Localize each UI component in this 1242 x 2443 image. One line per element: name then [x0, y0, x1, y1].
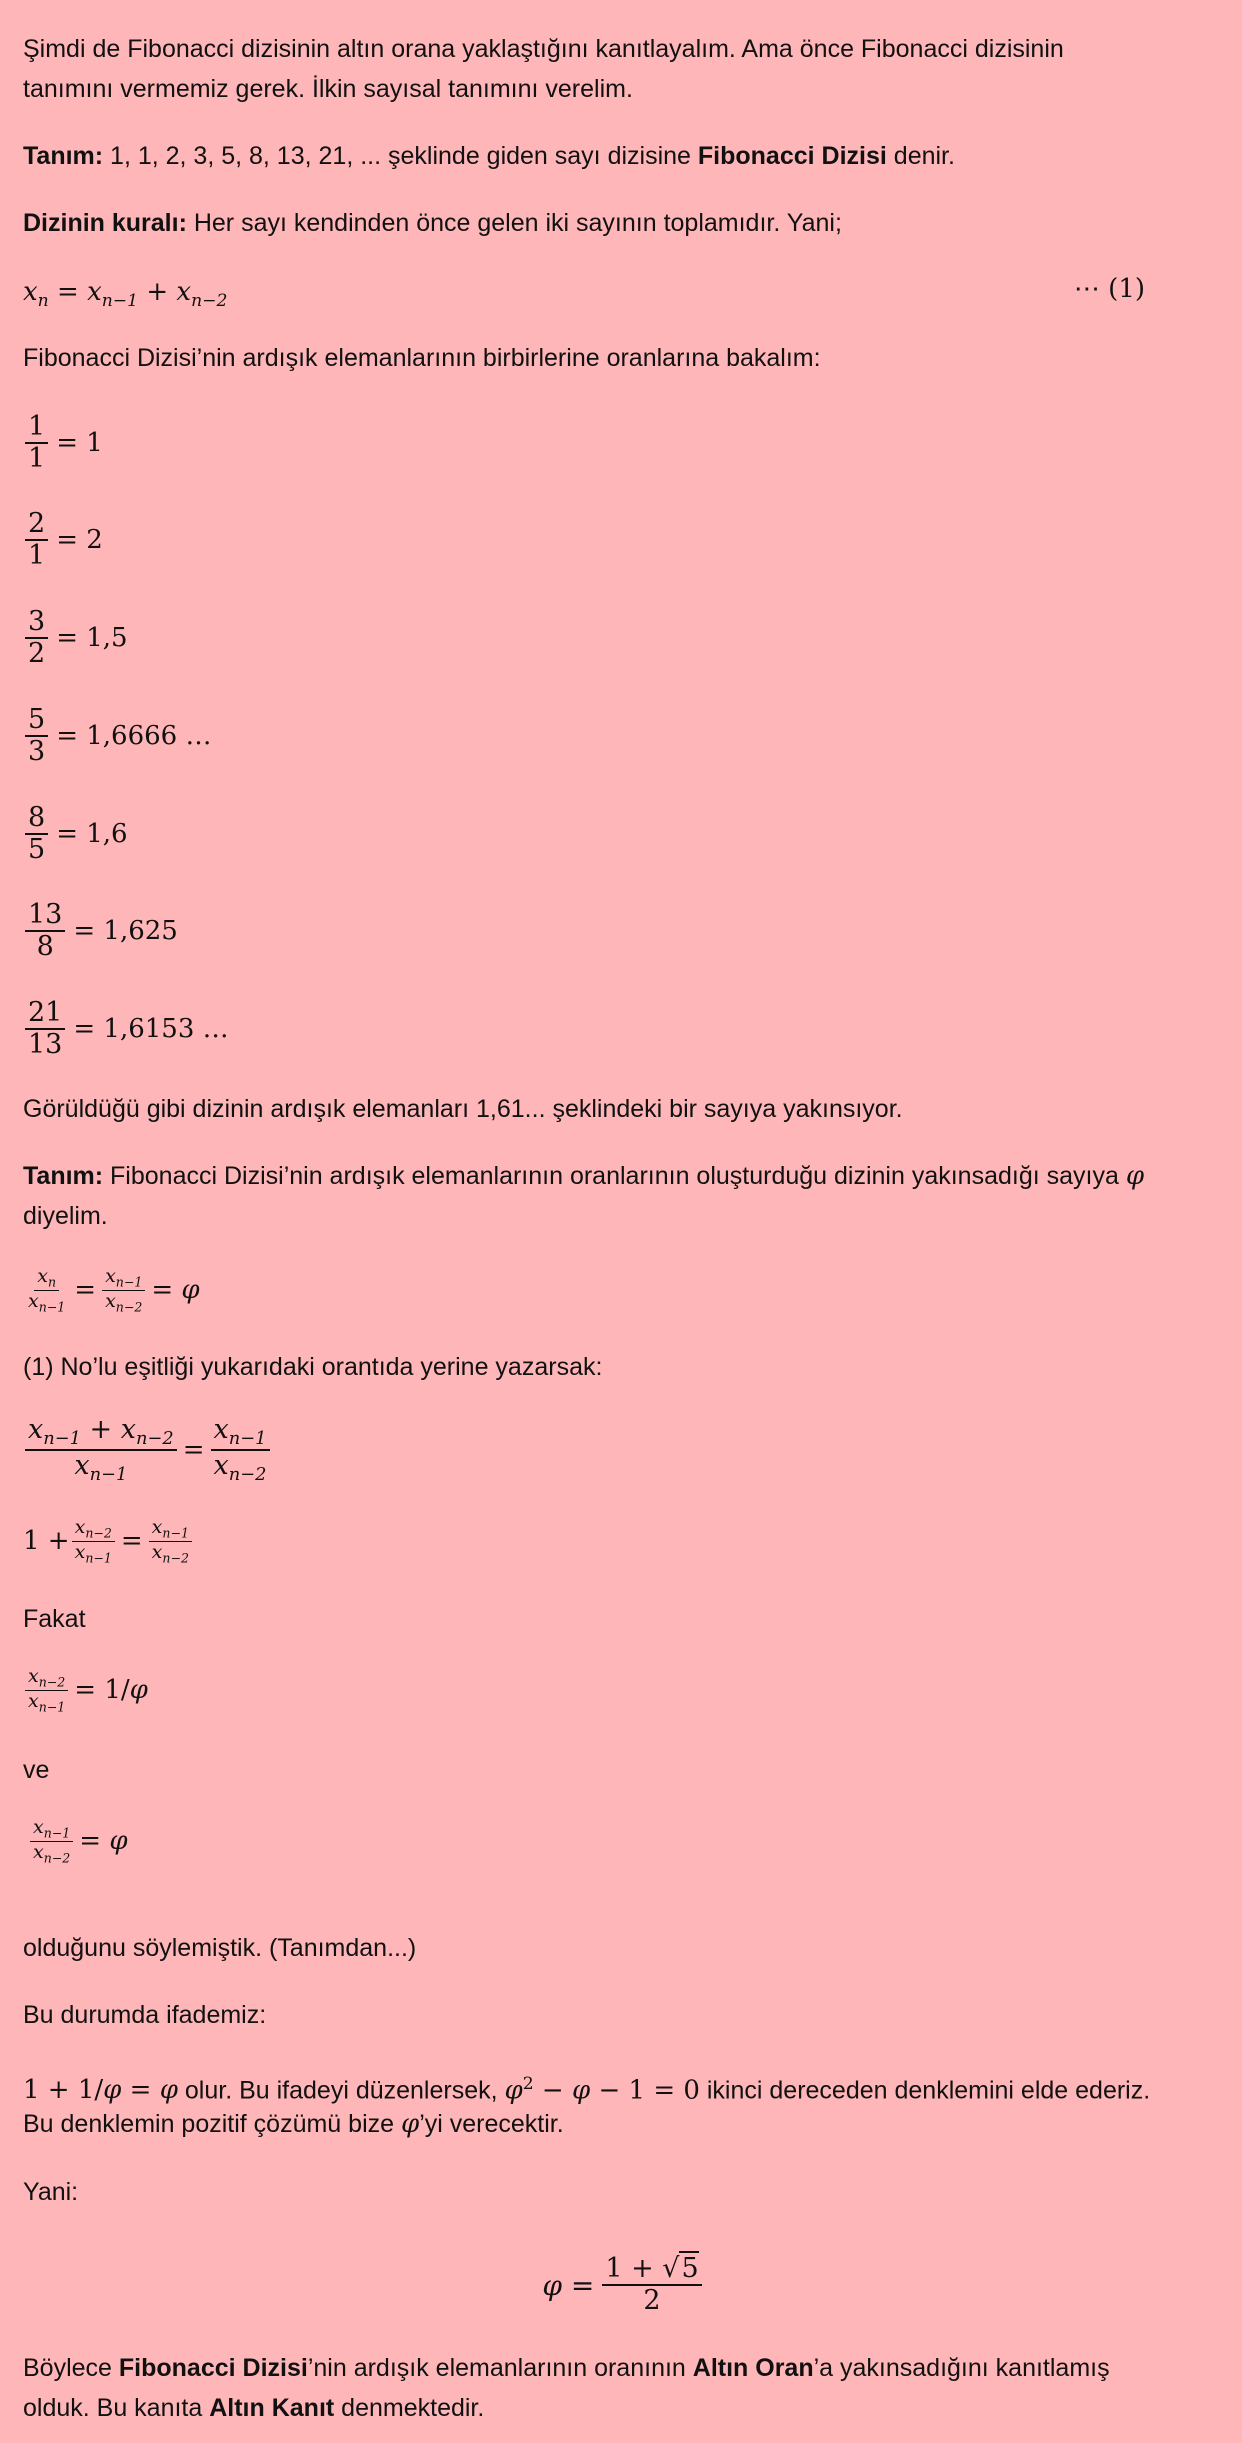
- final-equation-line: 1 + 1/φ = φ olur. Bu ifadeyi düzenlersek, $\varphi^2 - \varphi - 1 = 0$ ikinci dereceden denklemini elde ederiz.: [23, 2074, 1151, 2106]
- fakat-text: Fakat: [23, 1605, 86, 1633]
- ratio-row: [23, 505, 103, 575]
- ratio-row: [23, 603, 128, 673]
- ratio-value: = 2: [56, 525, 103, 555]
- conclusion-line-2: [23, 2388, 1223, 2429]
- convergence-note: Görüldüğü gibi dizinin ardışık elemanları 1,61... şeklindeki bir sayıya yakınsıyor.: [23, 1095, 903, 1123]
- ratio-row: [23, 701, 211, 771]
- final-equation-line-2: Bu denklemin pozitif çözümü bize φ’yi verecektir.: [23, 2109, 564, 2139]
- definition-fibonacci: [23, 136, 1223, 177]
- conclusion-text: Böylece: [23, 2354, 119, 2382]
- final-line2-b: ’yi verecektir.: [419, 2110, 564, 2138]
- ratio-denominator: 13: [28, 1029, 63, 1060]
- ratio-numerator: 5: [25, 705, 48, 737]
- definition-term: Fibonacci Dizisi: [697, 142, 887, 170]
- said-text: olduğunu söylemiştik. (Tanımdan...): [23, 1934, 417, 1962]
- equation-ratio-phi: $\frac{x_n}{x_{n-1}}$ = $\frac{x_{n-1}}{x_{n-2}}$ = φ: [28, 1265, 200, 1314]
- intro-line-2: tanımını vermemiz gerek. İlkin sayısal tanımını verelim.: [23, 75, 633, 103]
- ratio-denominator: 1: [28, 443, 46, 474]
- ratio-denominator: 1: [28, 540, 46, 571]
- ratio-numerator: 13: [25, 900, 65, 932]
- equation-inverse-phi: $\frac{x_{n-2}}{x_{n-1}}$ = 1/φ: [23, 1655, 148, 1725]
- equation-tag: ⋯ (1): [1073, 274, 1145, 304]
- definition-end: denir.: [886, 142, 955, 170]
- conclusion-text: denmektedir.: [334, 2394, 485, 2422]
- ratio-numerator: 8: [25, 803, 48, 835]
- definition-label: Tanım:: [23, 142, 104, 170]
- conclusion-line-1: [23, 2348, 1223, 2389]
- definition-label: Tanım:: [23, 1162, 104, 1190]
- ratio-row: [23, 408, 103, 478]
- sequence-rule: [23, 203, 1223, 244]
- final-line2-a: Bu denklemin pozitif çözümü bize: [23, 2110, 401, 2138]
- ratio-value: = 1: [56, 428, 103, 458]
- final-text-2: ikinci dereceden denklemini elde ederiz.: [699, 2076, 1151, 2105]
- ratio-row: [23, 896, 178, 966]
- ratio-denominator: 2: [28, 638, 46, 669]
- ratio-value: = 1,5: [56, 623, 128, 653]
- conclusion-text: ’a yakınsadığını kanıtlamış: [813, 2354, 1110, 2382]
- conclusion-text: ’nin ardışık elemanlarının oranının: [307, 2354, 693, 2382]
- phi-symbol: φ: [1125, 1161, 1145, 1191]
- ratio-value: = 1,6666 …: [56, 721, 212, 751]
- ratio-denominator: 3: [28, 736, 46, 767]
- ratio-intro: Fibonacci Dizisi’nin ardışık elemanlarının birbirlerine oranlarına bakalım:: [23, 344, 821, 372]
- conclusion-term-golden-proof: Altın Kanıt: [209, 2394, 335, 2422]
- ratio-value: = 1,6153 …: [73, 1014, 229, 1044]
- equation-phi: $\frac{x_{n-1}}{x_{n-2}}$ = φ: [28, 1806, 128, 1876]
- equation-simplified: 1 + $\frac{x_{n-2}}{x_{n-1}}$ = $\frac{x_{n-1}}{x_{n-2}}$: [23, 1506, 194, 1576]
- yani-text: Yani:: [23, 2178, 79, 2206]
- definition-phi: [23, 1156, 1223, 1197]
- ratio-value: = 1,6: [56, 819, 128, 849]
- intro-line-1: Şimdi de Fibonacci dizisinin altın orana yaklaştığını kanıtlayalım. Ama önce Fibonacci dizisinin: [23, 35, 1064, 63]
- final-text-1: olur. Bu ifadeyi düzenlersek,: [177, 2076, 505, 2105]
- ratio-numerator: 3: [25, 607, 48, 639]
- ratio-denominator: 8: [36, 931, 54, 962]
- conclusion-text: olduk. Bu kanıta: [23, 2394, 210, 2422]
- conclusion-term-golden-ratio: Altın Oran: [692, 2354, 814, 2382]
- ratio-denominator: 5: [28, 834, 46, 865]
- equation-recurrence: $x_n = x_{n-1} + x_{n-2}$: [23, 277, 228, 311]
- ratio-numerator: 21: [25, 998, 65, 1030]
- ratio-row: [23, 994, 229, 1064]
- definition-phi-line-2: diyelim.: [23, 1202, 108, 1230]
- equation-substituted: $\frac{x_{n-1} + x_{n-2}}{x_{n-1}}$ = $\frac{x_{n-1}}{x_{n-2}}$: [23, 1415, 272, 1485]
- ve-text: ve: [23, 1756, 50, 1784]
- rule-text: Her sayı kendinden önce gelen iki sayının toplamıdır. Yani;: [186, 209, 842, 237]
- ratio-value: = 1,625: [73, 916, 178, 946]
- ratio-numerator: 1: [25, 412, 48, 444]
- case-text: Bu durumda ifademiz:: [23, 2001, 267, 2029]
- ratio-row: [23, 799, 128, 869]
- definition-text: Fibonacci Dizisi’nin ardışık elemanlarının oranlarının oluşturduğu dizinin yakınsadığı sayıya: [103, 1162, 1126, 1190]
- conclusion-term-fibonacci: Fibonacci Dizisi: [118, 2354, 308, 2382]
- golden-ratio-formula: φ = $\frac{1 + √5}{2}$: [23, 2240, 1223, 2330]
- rule-label: Dizinin kuralı:: [23, 209, 187, 237]
- ratio-numerator: 2: [25, 509, 48, 541]
- definition-text: 1, 1, 2, 3, 5, 8, 13, 21, ... şeklinde giden sayı dizisine: [103, 142, 698, 170]
- substitution-intro: (1) No’lu eşitliği yukarıdaki orantıda yerine yazarsak:: [23, 1353, 603, 1381]
